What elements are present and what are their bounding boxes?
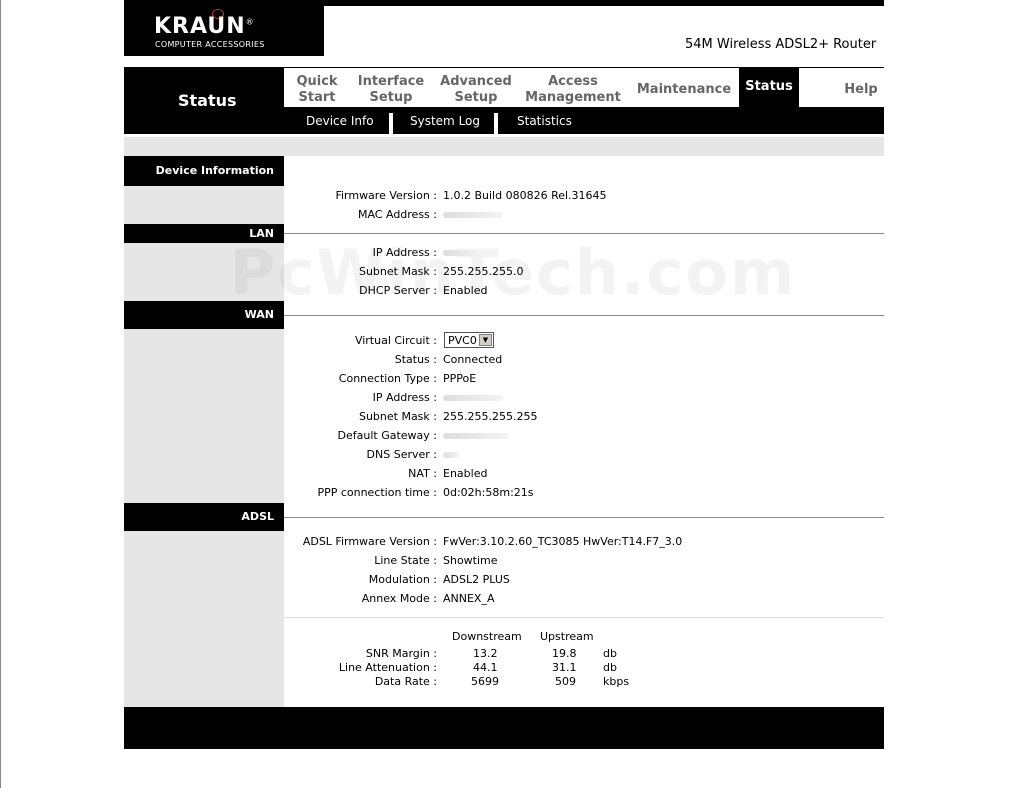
- wan-mask-value: 255.255.255.255: [443, 410, 538, 423]
- data-rate-label: Data Rate :: [374, 675, 437, 688]
- adsl-fw-value: FwVer:3.10.2.60_TC3085 HwVer:T14.F7_3.0: [443, 535, 683, 548]
- line-state-value: Showtime: [443, 554, 498, 567]
- dhcp-label: DHCP Server :: [359, 284, 437, 297]
- wan-status-value: Connected: [443, 353, 503, 366]
- wan-ip-redacted: [443, 391, 503, 404]
- tab-maintenance[interactable]: Maintenance: [636, 82, 732, 97]
- attenuation-down: 44.1: [473, 661, 498, 674]
- snr-up: 19.8: [552, 647, 577, 660]
- divider: [284, 233, 884, 234]
- subtab-system-log[interactable]: System Log: [410, 114, 480, 128]
- nat-label: NAT :: [408, 467, 437, 480]
- conn-type-label: Connection Type :: [338, 372, 437, 385]
- wan-mask-label: Subnet Mask :: [358, 410, 437, 423]
- subnav-separator: [494, 113, 498, 134]
- chevron-down-icon[interactable]: ▼: [479, 334, 492, 346]
- snr-unit: db: [603, 647, 617, 660]
- attenuation-label: Line Attenuation :: [338, 661, 437, 674]
- upstream-header: Upstream: [540, 630, 594, 643]
- dns-redacted: [443, 448, 459, 461]
- gateway-label: Default Gateway :: [337, 429, 437, 442]
- line-state-label: Line State :: [374, 554, 437, 567]
- snr-down: 13.2: [473, 647, 498, 660]
- window-border: [0, 0, 1, 788]
- conn-type-value: PPPoE: [443, 372, 477, 385]
- tab-access-management[interactable]: Access Management: [525, 74, 621, 105]
- section-device-information: Device Information: [124, 156, 284, 186]
- divider: [284, 617, 884, 618]
- data-rate-down: 5699: [471, 675, 499, 688]
- divider: [284, 315, 884, 316]
- subtab-statistics[interactable]: Statistics: [517, 114, 572, 128]
- firmware-label: Firmware Version :: [335, 189, 437, 202]
- logo-brand: KRAUN®: [154, 14, 255, 39]
- section-wan: WAN: [124, 301, 284, 329]
- lan-ip-redacted: [443, 246, 483, 259]
- lan-mask-value: 255.255.255.0: [443, 265, 524, 278]
- section-adsl: ADSL: [124, 503, 284, 531]
- adsl-fw-label: ADSL Firmware Version :: [302, 535, 437, 548]
- modulation-label: Modulation :: [368, 573, 437, 586]
- ppp-time-label: PPP connection time :: [317, 486, 437, 499]
- downstream-header: Downstream: [452, 630, 522, 643]
- logo: [124, 6, 324, 56]
- divider: [284, 517, 884, 518]
- lan-mask-label: Subnet Mask :: [358, 265, 437, 278]
- data-rate-up: 509: [555, 675, 576, 688]
- subtab-device-info[interactable]: Device Info: [306, 114, 374, 128]
- section-lan: LAN: [124, 224, 284, 243]
- data-rate-unit: kbps: [603, 675, 630, 688]
- subnav-separator: [389, 113, 393, 134]
- mac-label: MAC Address :: [357, 208, 437, 221]
- attenuation-unit: db: [603, 661, 617, 674]
- tab-status[interactable]: Status: [739, 67, 799, 107]
- vc-label: Virtual Circuit :: [354, 334, 437, 347]
- lan-ip-label: IP Address :: [372, 246, 437, 259]
- annex-label: Annex Mode :: [361, 592, 437, 605]
- logo-subtitle: COMPUTER ACCESSORIES: [155, 40, 265, 49]
- annex-value: ANNEX_A: [443, 592, 495, 605]
- virtual-circuit-select[interactable]: PVC0 ▼: [444, 332, 494, 348]
- gateway-redacted: [443, 429, 509, 442]
- sub-navigation: [284, 107, 884, 134]
- ppp-time-value: 0d:02h:58m:21s: [443, 486, 534, 499]
- wan-ip-label: IP Address :: [372, 391, 437, 404]
- current-section: Status: [124, 67, 284, 134]
- snr-label: SNR Margin :: [365, 647, 437, 660]
- wan-status-label: Status :: [394, 353, 437, 366]
- product-name: 54M Wireless ADSL2+ Router: [685, 37, 877, 52]
- nat-value: Enabled: [443, 467, 488, 480]
- content-top-band: [124, 137, 884, 156]
- tab-interface-setup[interactable]: Interface Setup: [357, 74, 425, 105]
- dns-label: DNS Server :: [366, 448, 437, 461]
- dhcp-value: Enabled: [443, 284, 488, 297]
- modulation-value: ADSL2 PLUS: [443, 573, 510, 586]
- tab-quick-start[interactable]: Quick Start: [296, 74, 338, 105]
- tab-advanced-setup[interactable]: Advanced Setup: [440, 74, 512, 105]
- firmware-value: 1.0.2 Build 080826 Rel.31645: [443, 189, 607, 202]
- tab-help[interactable]: Help: [844, 82, 878, 97]
- mac-value-redacted: [443, 208, 503, 221]
- attenuation-up: 31.1: [552, 661, 577, 674]
- footer-bar: [124, 707, 884, 749]
